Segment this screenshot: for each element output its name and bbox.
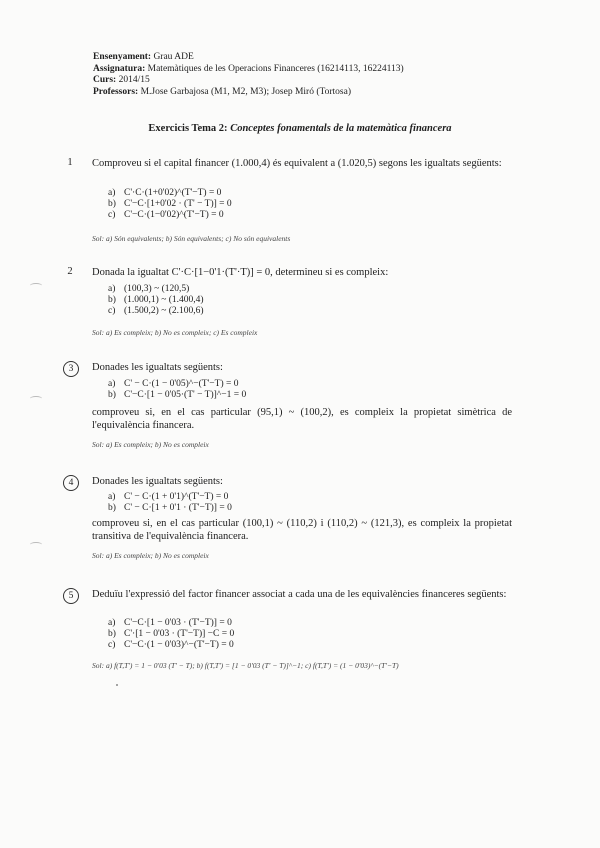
exercise-number: 1 (67, 157, 73, 168)
solution-text: Sol: a) Són equivalents; b) Són equivalents; c) No són equivalents (92, 234, 291, 243)
header-line-curs: Curs: 2014/15 (93, 75, 150, 85)
scan-mark (30, 396, 42, 401)
exercise-number-circled: 3 (63, 361, 79, 377)
header-line-professors: Professors: M.Jose Garbajosa (M1, M2, M3); Josep Miró (Tortosa) (93, 86, 351, 97)
item-b: b) C' − C·[1 + 0'1 · (T'−T)] = 0 (108, 503, 232, 513)
item-b: b) C'−C·[1 − 0'05·(T' − T)]^−1 = 0 (108, 390, 247, 400)
solution-text: Sol: a) f(T,T') = 1 − 0'03 (T' − T); b) f(T,T') = [1 − 0'03 (T' − T)]^−1; c) f(T,T') = (1 − 0'03)^−(T'−T) (92, 661, 399, 670)
solution-text: Sol: a) Es compleix; b) No es compleix (92, 551, 209, 560)
item-b: b) C'−C·[1+0'02 · (T' − T)] = 0 (108, 199, 232, 209)
item-a: a) C' − C·(1 + 0'1)^(T'−T) = 0 (108, 492, 229, 502)
solution-text: Sol: a) Es compleix; b) No es compleix (92, 440, 209, 449)
scan-speck (116, 684, 118, 686)
item-b: b) (1.000,1) ~ (1.400,4) (108, 295, 204, 305)
exercise-statement: Donada la igualtat C'·C·[1−0'1·(T'·T)] = 0, determineu si es compleix: (92, 267, 389, 278)
exercise-statement: Deduïu l'expressió del factor financer associat a cada una de les equivalències financeres següents: (92, 589, 507, 600)
exercise-items (108, 188, 232, 221)
exercise-items (108, 492, 232, 514)
exercise-items (108, 379, 246, 401)
item-c: c) (1.500,2) ~ (2.100,6) (108, 306, 204, 316)
exercise-statement-continued: comproveu si, en el cas particular (95,1) ~ (100,2), es compleix la propietat simètrica de l'equivalència financera. (92, 407, 512, 431)
exercise-statement-continued: comproveu si, en el cas particular (100,1) ~ (110,2) i (110,2) ~ (121,3), es compleix la propietat transitiva de l'equivalència financera. (92, 518, 512, 542)
scan-mark (30, 542, 42, 547)
exercise-number-circled: 4 (63, 475, 79, 491)
exercise-statement: Comproveu si el capital financer (1.000,4) és equivalent a (1.020,5) segons les igualtats següents: (92, 158, 502, 169)
item-a: a) (100,3) ~ (120,5) (108, 284, 190, 294)
header-line-assignatura: Assignatura: Matemàtiques de les Operacions Financeres (16214113, 16224113) (93, 63, 404, 74)
solution-text: Sol: a) Es compleix; b) No es compleix; c) Es compleix (92, 328, 258, 337)
item-a: a) C'−C·[1 − 0'03 · (T'−T)] = 0 (108, 618, 232, 628)
course-header (93, 52, 404, 98)
item-b: b) C'·[1 − 0'03 · (T'−T)] −C = 0 (108, 629, 235, 639)
exercise-items (108, 284, 204, 317)
scan-mark (30, 283, 42, 288)
header-line-ensenyament: Ensenyament: Grau ADE (93, 52, 194, 62)
item-c: c) C'−C·(1 − 0'03)^−(T'−T) = 0 (108, 640, 234, 650)
exercise-number-circled: 5 (63, 588, 79, 604)
exercise-number: 2 (67, 266, 73, 277)
item-a: a) C' − C·(1 − 0'05)^−(T'−T) = 0 (108, 379, 239, 389)
item-a: a) C'·C·(1+0'02)^(T'−T) = 0 (108, 188, 222, 198)
exercise-statement: Donades les igualtats següents: (92, 476, 223, 487)
page-title: Exercicis Tema 2: Conceptes fonamentals de la matemàtica financera (148, 123, 452, 134)
exercise-items (108, 618, 234, 651)
exercise-statement: Donades les igualtats següents: (92, 362, 223, 373)
item-c: c) C'−C·(1−0'02)^(T'−T) = 0 (108, 210, 224, 220)
